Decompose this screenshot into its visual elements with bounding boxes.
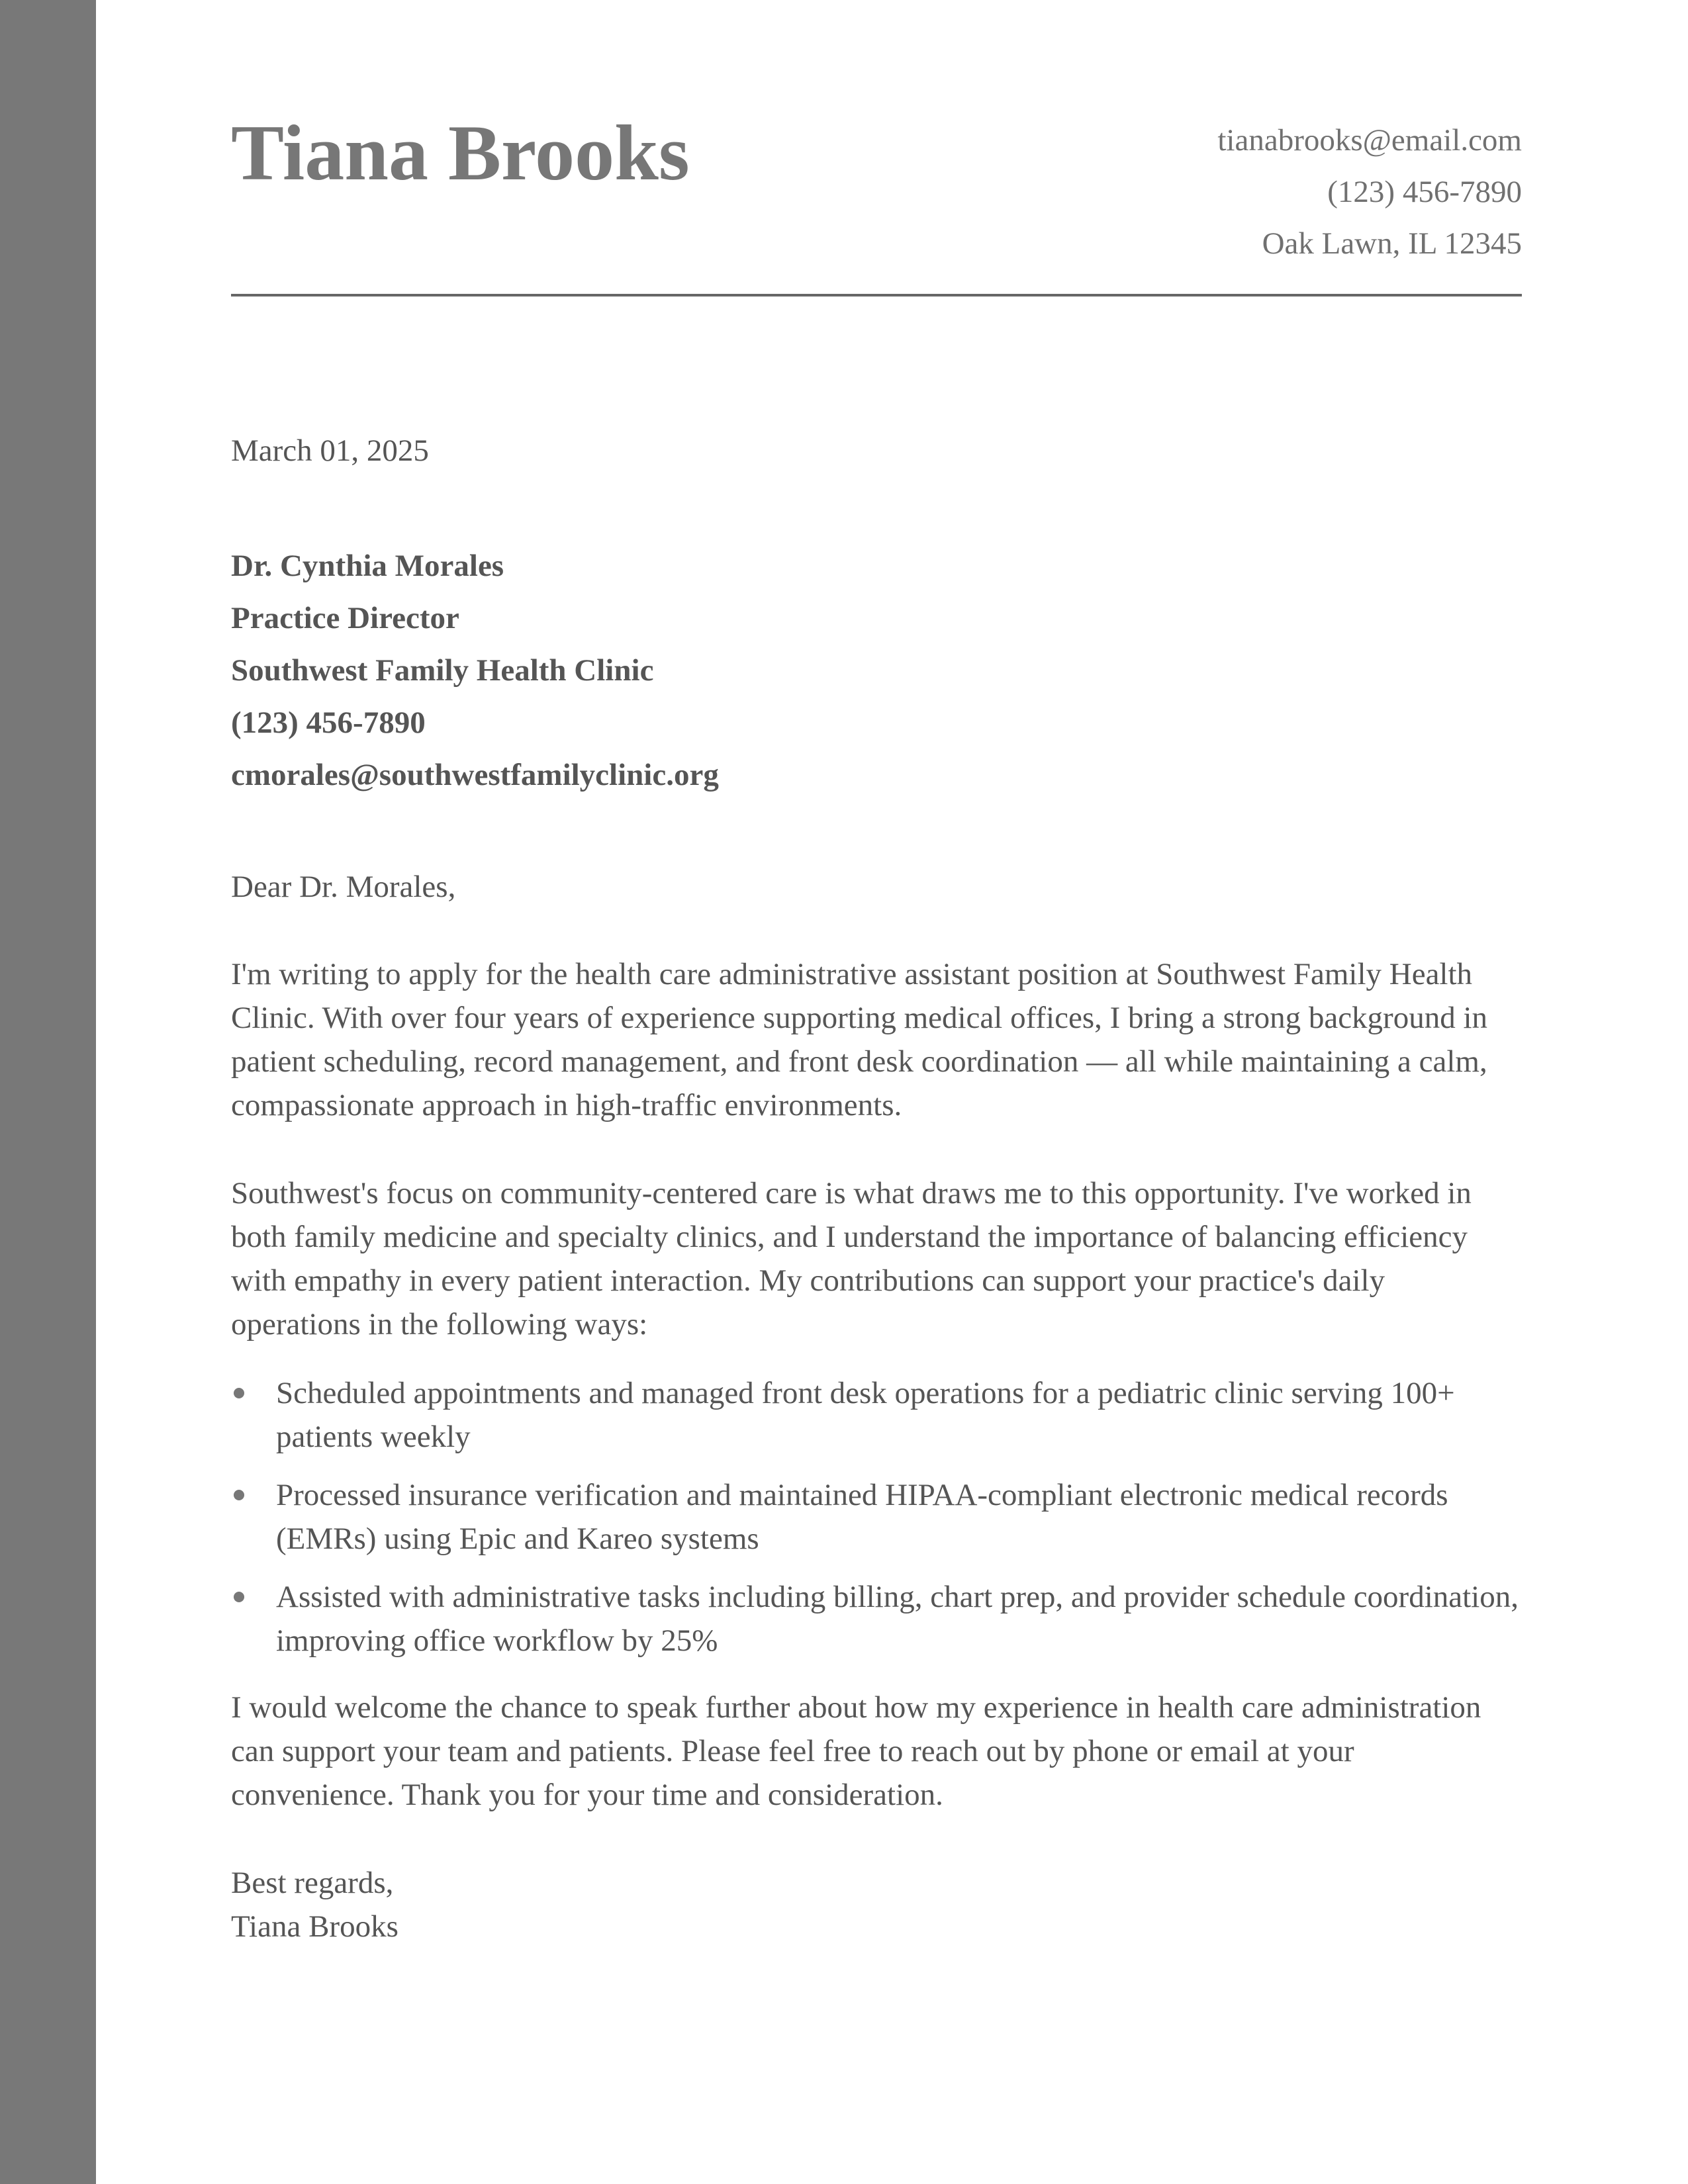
paragraph-focus: Southwest's focus on community-centered care is what draws me to this opportunity. I've worked in both family medicine and specialty clinics, and I understand the importance of balancing efficiency with empathy in every patient interaction. My contributions can support your practice's daily operations in the following ways: — [231, 1176, 1472, 1342]
recipient-email: cmorales@southwestfamilyclinic.org — [231, 758, 719, 792]
signature-name: Tiana Brooks — [231, 1909, 399, 1944]
sender-email: tianabrooks@email.com — [1217, 123, 1522, 158]
header-divider — [231, 294, 1522, 296]
contributions-list — [231, 1371, 1522, 1662]
letter-body — [231, 429, 1522, 1948]
sender-location: Oak Lawn, IL 12345 — [1262, 226, 1522, 261]
recipient-block — [231, 540, 1522, 801]
sign-off: Best regards, — [231, 1866, 394, 1900]
left-accent-bar — [0, 0, 96, 2184]
bullet-dot-icon — [234, 1490, 244, 1500]
list-item — [231, 1473, 1522, 1561]
letter-date: March 01, 2025 — [231, 433, 429, 468]
list-item — [231, 1575, 1522, 1662]
letter-header — [231, 103, 1522, 296]
recipient-title: Practice Director — [231, 601, 459, 635]
salutation: Dear Dr. Morales, — [231, 870, 456, 904]
paragraph-intro: I'm writing to apply for the health care administrative assistant position at Southwest Family Health Clinic. With over four years of experience supporting medical offices, I bring a strong background in patient scheduling, record management, and front desk coordination — all while maintaining a calm, compassionate approach in high-traffic environments. — [231, 957, 1488, 1122]
list-item — [231, 1371, 1522, 1459]
list-item-text: Assisted with administrative tasks including billing, chart prep, and provider schedule coordination, improving office workflow by 25% — [276, 1580, 1519, 1658]
sender-phone: (123) 456-7890 — [1327, 175, 1522, 209]
sender-name: Tiana Brooks — [231, 109, 690, 197]
bullet-dot-icon — [234, 1388, 244, 1398]
list-item-text: Processed insurance verification and maintained HIPAA-compliant electronic medical records (EMRs) using Epic and Kareo systems — [276, 1478, 1448, 1556]
closing-block — [231, 1861, 1522, 1948]
list-item-text: Scheduled appointments and managed front desk operations for a pediatric clinic serving 100+ patients weekly — [276, 1376, 1455, 1454]
bullet-dot-icon — [234, 1592, 244, 1602]
recipient-name: Dr. Cynthia Morales — [231, 549, 504, 583]
recipient-phone: (123) 456-7890 — [231, 705, 426, 740]
sender-contact — [1217, 114, 1522, 269]
recipient-organization: Southwest Family Health Clinic — [231, 653, 654, 688]
paragraph-closing: I would welcome the chance to speak further about how my experience in health care administration can support your team and patients. Please feel free to reach out by phone or email at your convenience. Thank you for your time and consideration. — [231, 1690, 1481, 1812]
